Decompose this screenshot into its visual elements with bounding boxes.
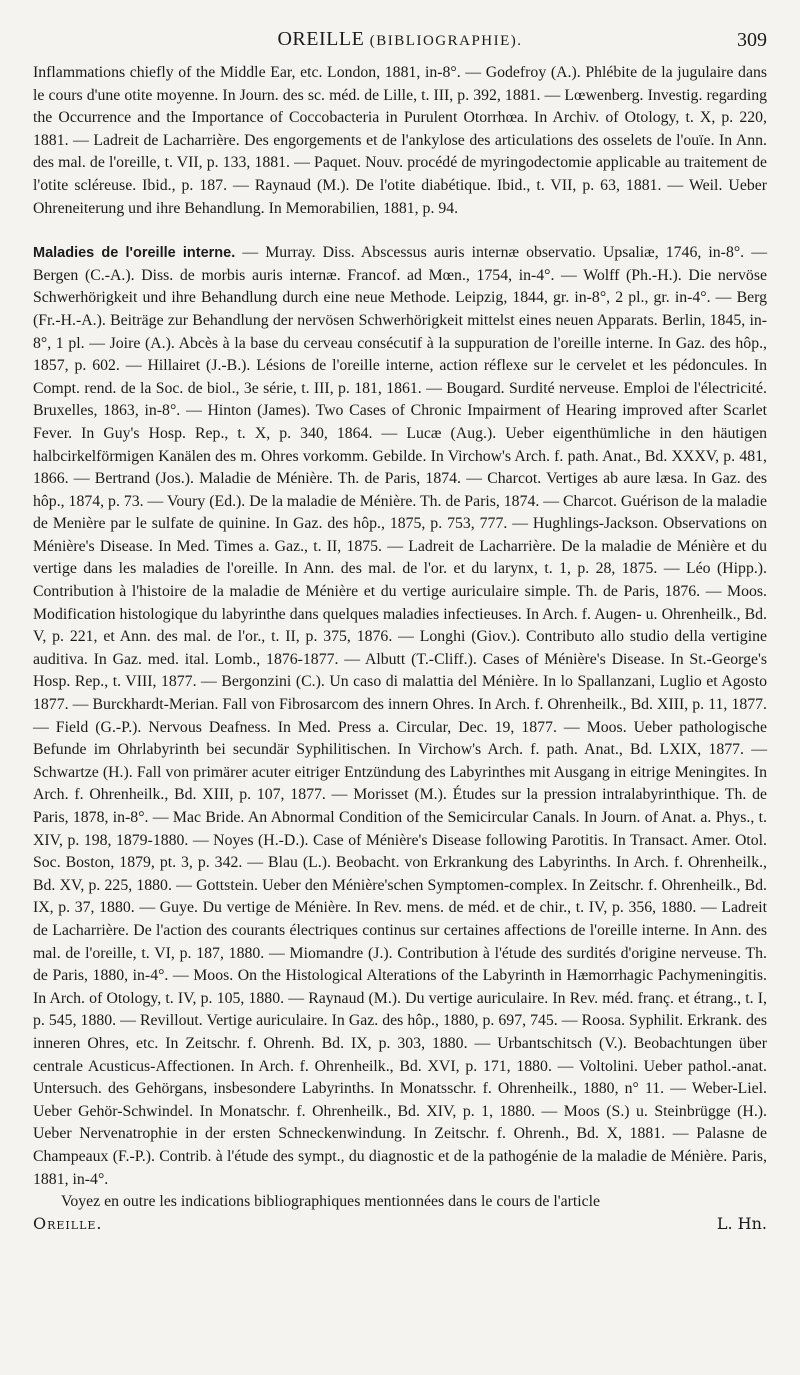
page-header	[33, 28, 767, 58]
article-reference: Oreille.	[33, 1213, 103, 1233]
signature-line	[33, 1214, 767, 1236]
body-text	[33, 62, 767, 1191]
section-body: — Murray. Diss. Abscessus auris internæ observatio. Upsaliæ, 1746, in-8°. — Bergen (C.-A.). Diss. de morbis auris internæ. Francof. ad Mœn., 1754, in-4°. — Wolff (Ph.-H.). Die nervöse Schwerhörigkeit und ihre Behandlung durch eine neue Methode. Leipzig, 1844, gr. in-8°, 2 pl., gr. in-4°. — Berg (Fr.-H.-A.). Beiträge zur Behandlung der nervösen Schwerhörigkeit mittelst eines neuen Apparats. Berlin, 1845, in-8°, 1 pl. — Joire (A.). Abcès à la base du cerveau consécutif à la suppuration de l'oreille interne. In Gaz. des hôp., 1857, p. 602. — Hillairet (J.-B.). Lésions de l'oreille interne, action réflexe sur le cervelet et les pédoncules. In Compt. rend. de la Soc. de biol., 3e série, t. III, p. 181, 1861. — Bougard. Surdité nerveuse. Emploi de l'électricité. Bruxelles, 1863, in-8°. — Hinton (James). Two Cases of Chronic Impairment of Hearing improved after Scarlet Fever. In Guy's Hosp. Rep., t. X, p. 340, 1864. — Lucæ (Aug.). Ueber eigenthümliche in den häutigen halbcirkelförmigen Kanälen des m. Ohres vorkomm. Gebilde. In Virchow's Arch. f. path. Anat., Bd. XXXV, p. 481, 1866. — Bertrand (Jos.). Maladie de Ménière. Th. de Paris, 1874. — Charcot. Vertiges ab aure læsa. In Gaz. des hôp., 1874, p. 73. — Voury (Ed.). De la maladie de Ménière. Th. de Paris, 1874. — Charcot. Guérison de la maladie de Menière par le sulfate de quinine. In Gaz. des hôp., 1875, p. 753, 777. — Hughlings-Jackson. Observations on Ménière's Disease. In Med. Times a. Gaz., t. II, 1875. — Ladreit de Lacharrière. De la maladie de Ménière et du vertige dans les maladies de l'oreille. In Ann. des mal. de l'or. et du larynx, t. 1, p. 28, 1875. — Léo (Hipp.). Contribution à l'histoire de la maladie de Ménière et du vertige auriculaire simple. Th. de Paris, 1876. — Moos. Modification histologique du labyrinthe dans quelques maladies infectieuses. In Arch. f. Augen- u. Ohrenheilk., Bd. V, p. 221, et Ann. des mal. de l'or., t. II, p. 375, 1876. — Longhi (Giov.). Contributo allo studio della vertigine auditiva. In Gaz. med. ital. Lomb., 1876-1877. — Albutt (T.-Cliff.). Cases of Ménière's Disease. In St.-George's Hosp. Rep., t. VIII, 1877. — Bergonzini (C.). Un caso di malattia del Ménière. In lo Spallanzani, Luglio et Agosto 1877. — Burckhardt-Merian. Fall von Fibrosarcom des innern Ohres. In Arch. f. Ohrenheilk., Bd. XIII, p. 11, 1877. — Field (G.-P.). Nervous Deafness. In Med. Press a. Circular, Dec. 19, 1877. — Moos. Ueber pathologische Befunde im Ohrlabyrinth bei secundär Syphilitischen. In Virchow's Arch. f. path. Anat., Bd. LXIX, 1877. — Schwartze (H.). Fall von primärer acuter eitriger Entzündung des Labyrinthes mit Ausgang in eitrige Meningites. In Arch. f. Ohrenheilk., Bd. XIII, p. 107, 1877. — Morisset (M.). Études sur la pression intralabyrinthique. Th. de Paris, 1878, in-8°. — Mac Bride. An Abnormal Condition of the Semicircular Canals. In Journ. of Anat. a. Phys., t. XIV, p. 198, 1879-1880. — Noyes (H.-D.). Case of Ménière's Disease following Parotitis. In Transact. Amer. Otol. Soc. Boston, 1879, pt. 3, p. 342. — Blau (L.). Beobacht. von Erkrankung des Labyrinths. In Arch. f. Ohrenheilk., Bd. XV, p. 225, 1880. — Gottstein. Ueber den Ménière'schen Symptomen-complex. In Zeitschr. f. Ohrenheilk., Bd. IX, p. 37, 1880. — Guye. Du vertige de Ménière. In Rev. mens. de méd. et de chir., t. IV, p. 356, 1880. — Ladreit de Lacharrière. De l'action des courants électriques continus sur certaines affections de l'oreille interne. In Ann. des mal. de l'oreille, t. VI, p. 187, 1880. — Miomandre (J.). Contribution à l'étude des surdités d'origine nerveuse. Th. de Paris, 1880, in-4°. — Moos. On the Histological Alterations of the Labyrinth in Hæmorrhagic Pachymeningitis. In Arch. of Otology, t. IV, p. 105, 1880. — Raynaud (M.). Du vertige auriculaire. In Rev. méd. franç. et étrang., t. I, p. 545, 1880. — Revillout. Vertige auriculaire. In Gaz. des hôp., 1880, p. 697, 745. — Roosa. Syphilit. Erkrank. des inneren Ohres, etc. In Zeitschr. f. Ohrenh. Bd. IX, p. 303, 1880. — Urbantschitsch (V.). Beobachtungen über centrale Acusticus-Affectionen. In Arch. f. Ohrenheilk., Bd. XVI, p. 171, 1880. — Voltolini. Ueber pathol.-anat. Untersuch. des Gehörgans, insbesondere Labyrinths. In Monatsschr. f. Ohrenheilk., 1880, n° 11. — Weber-Liel. Ueber Gehör-Schwindel. In Monatschr. f. Ohrenheilk., Bd. XIV, p. 1, 1880. — Moos (S.) u. Steinbrügge (H.). Ueber Nervenatrophie in der ersten Schneckenwindung. In Zeitschr. f. Ohrenh., Bd. X, 1881. — Palasne de Champeaux (F.-P.). Contrib. à l'étude des sympt., du diagnostic et de la pathogénie de la maladie de Ménière. Paris, 1881, in-4°.	[33, 244, 767, 1188]
page-number: 309	[737, 29, 767, 51]
bibliography-paragraph-1: Inflammations chiefly of the Middle Ear, etc. London, 1881, in-8°. — Godefroy (A.). Phlébite de la jugulaire dans le cours d'une otite moyenne. In Journ. des sc. méd. de Lille, t. III, p. 392, 1881. — Lœwenberg. Investig. regarding the Occurrence and the Importance of Coccobacteria in Purulent Otorrhœa. In Archiv. of Otology, t. X, p. 220, 1881. — Ladreit de Lacharrière. Des engorgements et de l'ankylose des articulations des osselets de l'ouïe. In Ann. des mal. de l'oreille, t. VII, p. 133, 1881. — Paquet. Nouv. procédé de myringodectomie applicable au traitement de l'otite scléreuse. Ibid., p. 187. — Raynaud (M.). De l'otite diabétique. Ibid., t. VII, p. 63, 1881. — Weil. Ueber Ohreneiterung und ihre Behandlung. In Memorabilien, 1881, p. 94.	[33, 64, 767, 217]
document-page	[33, 28, 767, 1236]
running-head	[33, 28, 767, 51]
closing-note: Voyez en outre les indications bibliographiques mentionnées dans le cours de l'article	[61, 1193, 601, 1211]
running-head-subtitle: (BIBLIOGRAPHIE).	[369, 33, 523, 49]
section-heading: Maladies de l'oreille interne.	[33, 245, 236, 262]
running-head-title: OREILLE	[277, 28, 365, 50]
bibliography-paragraph-2	[33, 242, 767, 1191]
author-signature: L. Hn.	[716, 1213, 767, 1233]
